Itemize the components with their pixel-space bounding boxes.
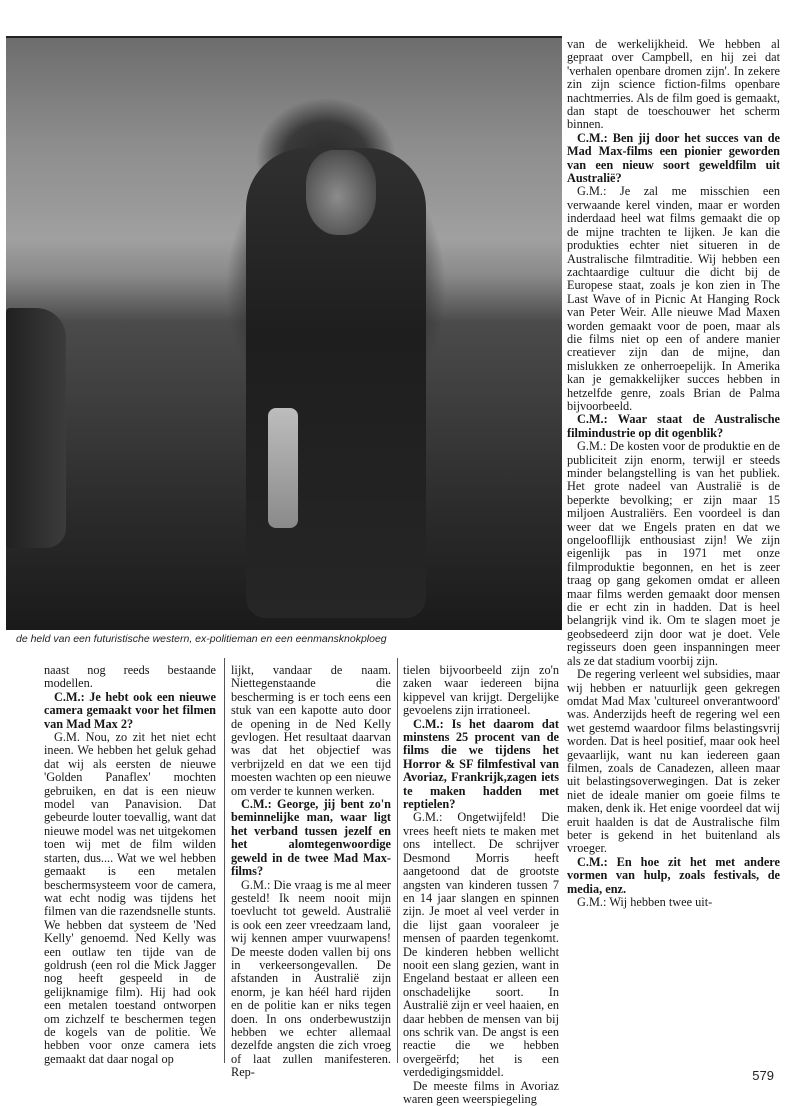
paragraph: De meeste films in Avoriaz waren geen weerspiegeling	[403, 1078, 559, 1106]
column-3	[403, 664, 559, 1106]
paragraph: van de werkelijkheid. We hebben al gepraat over Campbell, en hij zei dat 'verhalen openbare dromen zijn'. In zekere zin zijn science fiction-films openbare nachtmerries. Als de film goed is gemaakt, dan stapt de toeschouwer het scherm binnen.	[567, 37, 780, 132]
film-still-photo	[6, 36, 562, 630]
figure-head	[306, 150, 376, 235]
column-divider	[397, 658, 398, 1063]
paragraph: G.M.: Die vraag is me al meer gesteld! Ik neem nooit mijn toevlucht tot geweld. Australië is ook een zeer vreedzaam land, wij kennen amper vuurwapens! De meeste doden vallen bij ons in verkeersongevallen. De afstanden in Australië zijn enorm, je kan héél hard rijden en de politie kan er niks tegen doen. In ons onderbewustzijn hebben we echter allemaal dezelfde angsten die zich vroeg of laat zullen manifesteren. Rep-	[231, 877, 391, 1080]
photo-caption: de held van een futuristische western, ex-politieman en een eenmansknokploeg	[16, 633, 387, 645]
column-right	[567, 38, 780, 909]
question: C.M.: George, jij bent zo'n beminnelijke man, waar ligt het verband tussen jezelf en het alomtegenwoordige geweld in de twee Mad Max-films?	[231, 797, 391, 879]
bandaged-arm	[268, 408, 298, 528]
question: C.M.: En hoe zit het met andere vormen van hulp, zoals festivals, de media, enz.	[567, 854, 780, 896]
question: C.M.: Is het daarom dat minstens 25 procent van de films die we tijdens het Horror & SF filmfestival van Avoriaz, Frankrijk,zagen iets te maken hadden met reptielen?	[403, 716, 559, 812]
paragraph: G.M.: Ongetwijfeld! Die vrees heeft niets te maken met ons intellect. De schrijver Desmond Morris heeft aangetoond dat de grootste angsten van kinderen tussen 7 en 14 jaar slangen en spinnen zijn. Je moet al veel verder in die lijst gaan vooraleer je mensen of paarden tegenkomt. De kinderen hebben wellicht nooit een slang gezien, want in Engeland bestaat er alleen een onschadelijke soort. In Australië zijn er veel haaien, en daar hebben de mensen van bij ons schrik van. De angst is een reactie die we hebben overgeërfd; het is een verdedigingsmiddel.	[403, 810, 559, 1080]
question: C.M.: Ben jij door het succes van de Mad Max-films een pionier geworden van een nieuw soort geweldfilm uit Australië?	[567, 130, 780, 186]
paragraph: De regering verleent wel subsidies, maar wij hebben er natuurlijk geen gekregen omdat Mad Max 'cultureel onverantwoord' was. Anderzijds heeft de regering wel een wet gestemd waardoor films belastingsvrij worden. Dat is heel positief, maar ook heel gevaarlijk, want nu kan iedereen gaan filmen, zoals de Canadezen, alleen maar uit belastingsoverwegingen. Dat is zeker niet de ideale manier om goeie films te maken, denk ik. Het enige voordeel dat wij eruit haalden is dat de Australische film beter is gekend in het buitenland als vroeger.	[567, 667, 780, 856]
column-2	[231, 664, 391, 1080]
paragraph: lijkt, vandaar de naam. Niettegenstaande die bescherming is er toch eens een stuk van een kapotte auto door de opening in de Ned Kelly gevlogen. Het resultaat daarvan was dat het objectief was verbrijzeld en dat we een tijd moesten wachten op een nieuwe om verder te kunnen werken.	[231, 663, 391, 798]
paragraph: G.M.: De kosten voor de produktie en de publiciteit zijn enorm, terwijl er steeds minder belangstelling is van het publiek. Het grote nadeel van Australië is de beperkte bevolking; er zijn maar 15 miljoen Australiërs. Een voordeel is dan weer dat we Engels praten en dat we ongeloofllijk enthousiast zijn! We zijn eigenlijk pas in 1971 met onze filmproduktie begonnen, en het is zeer traag op gang gekomen omdat er alleen maar films werden gemaakt door mensen die er echt zin in hadden. Dat is heel belangrijk vind ik. Om te slagen moet je geobsedeerd zijn door wat je doet. Vele regisseurs doen geen inspanningen meer als ze dat stadium voorbij zijn.	[567, 439, 780, 668]
column-1	[44, 664, 216, 1066]
column-divider	[224, 658, 225, 1063]
question: C.M.: Waar staat de Australische filmindustrie op dit ogenblik?	[567, 412, 780, 440]
paragraph: G.M.: Wij hebben twee uit-	[577, 895, 713, 909]
question: C.M.: Je hebt ook een nieuwe camera gemaakt voor het filmen van Mad Max 2?	[44, 689, 216, 731]
paragraph: tielen bijvoorbeeld zijn zo'n zaken waar iedereen bijna kippevel van krijgt. Dergelijke gevoelens zijn irrationeel.	[403, 663, 559, 718]
paragraph: naast nog reeds bestaande modellen.	[44, 663, 216, 691]
paragraph: G.M. Nou, zo zit het niet echt ineen. We hebben het geluk gehad dat wij als eersten de nieuwe 'Golden Panaflex' mochten gebruiken, en dat is een nieuw model van Panavision. Dat gebeurde louter toevallig, want dat nieuwe model was net uitgekomen toen wij met de film wilden starten, dus.... Wat we wel hebben gemaakt is een metalen beschermsysteem voor de camera, wat echt nodig was tijdens het filmen van die razendsnelle stunts. We hebben dat systeem de 'Ned Kelly' genoemd. Ned Kelly was een outlaw ten tijde van de goldrush (een rol die Mick Jagger nog heeft gespeeld in de gelijknamige film). Hij had ook een metalen toestand ontworpen om zichzelf te beschermen tegen de kogels van de politie. We hebben voor onze camera iets gemaakt dat daar nogal op	[44, 730, 216, 1066]
car-silhouette	[6, 308, 66, 548]
page-number: 579	[752, 1068, 774, 1083]
paragraph: G.M.: Je zal me misschien een verwaande kerel vinden, maar er worden inderdaad heel wat films gemaakt die op de mijne trachten te lijken. Je kan die produkties echter niet situeren in de Australische filmtraditie. Wij hebben een zachtaardige cultuur die dicht bij de Europese staat, zoals je kon zien in The Last Wave of in Picnic At Hanging Rock van Peter Weir. Alle nieuwe Mad Maxen worden gemaakt voor de poen, maar als die films niet op een of andere manier creatiever zijn dan de mijne, dan mislukken ze onherroepelijk. In Amerika kan je gemakkelijker succes hebben in hetzelfde genre, zoals Brian de Palma bijvoorbeeld.	[567, 184, 780, 413]
